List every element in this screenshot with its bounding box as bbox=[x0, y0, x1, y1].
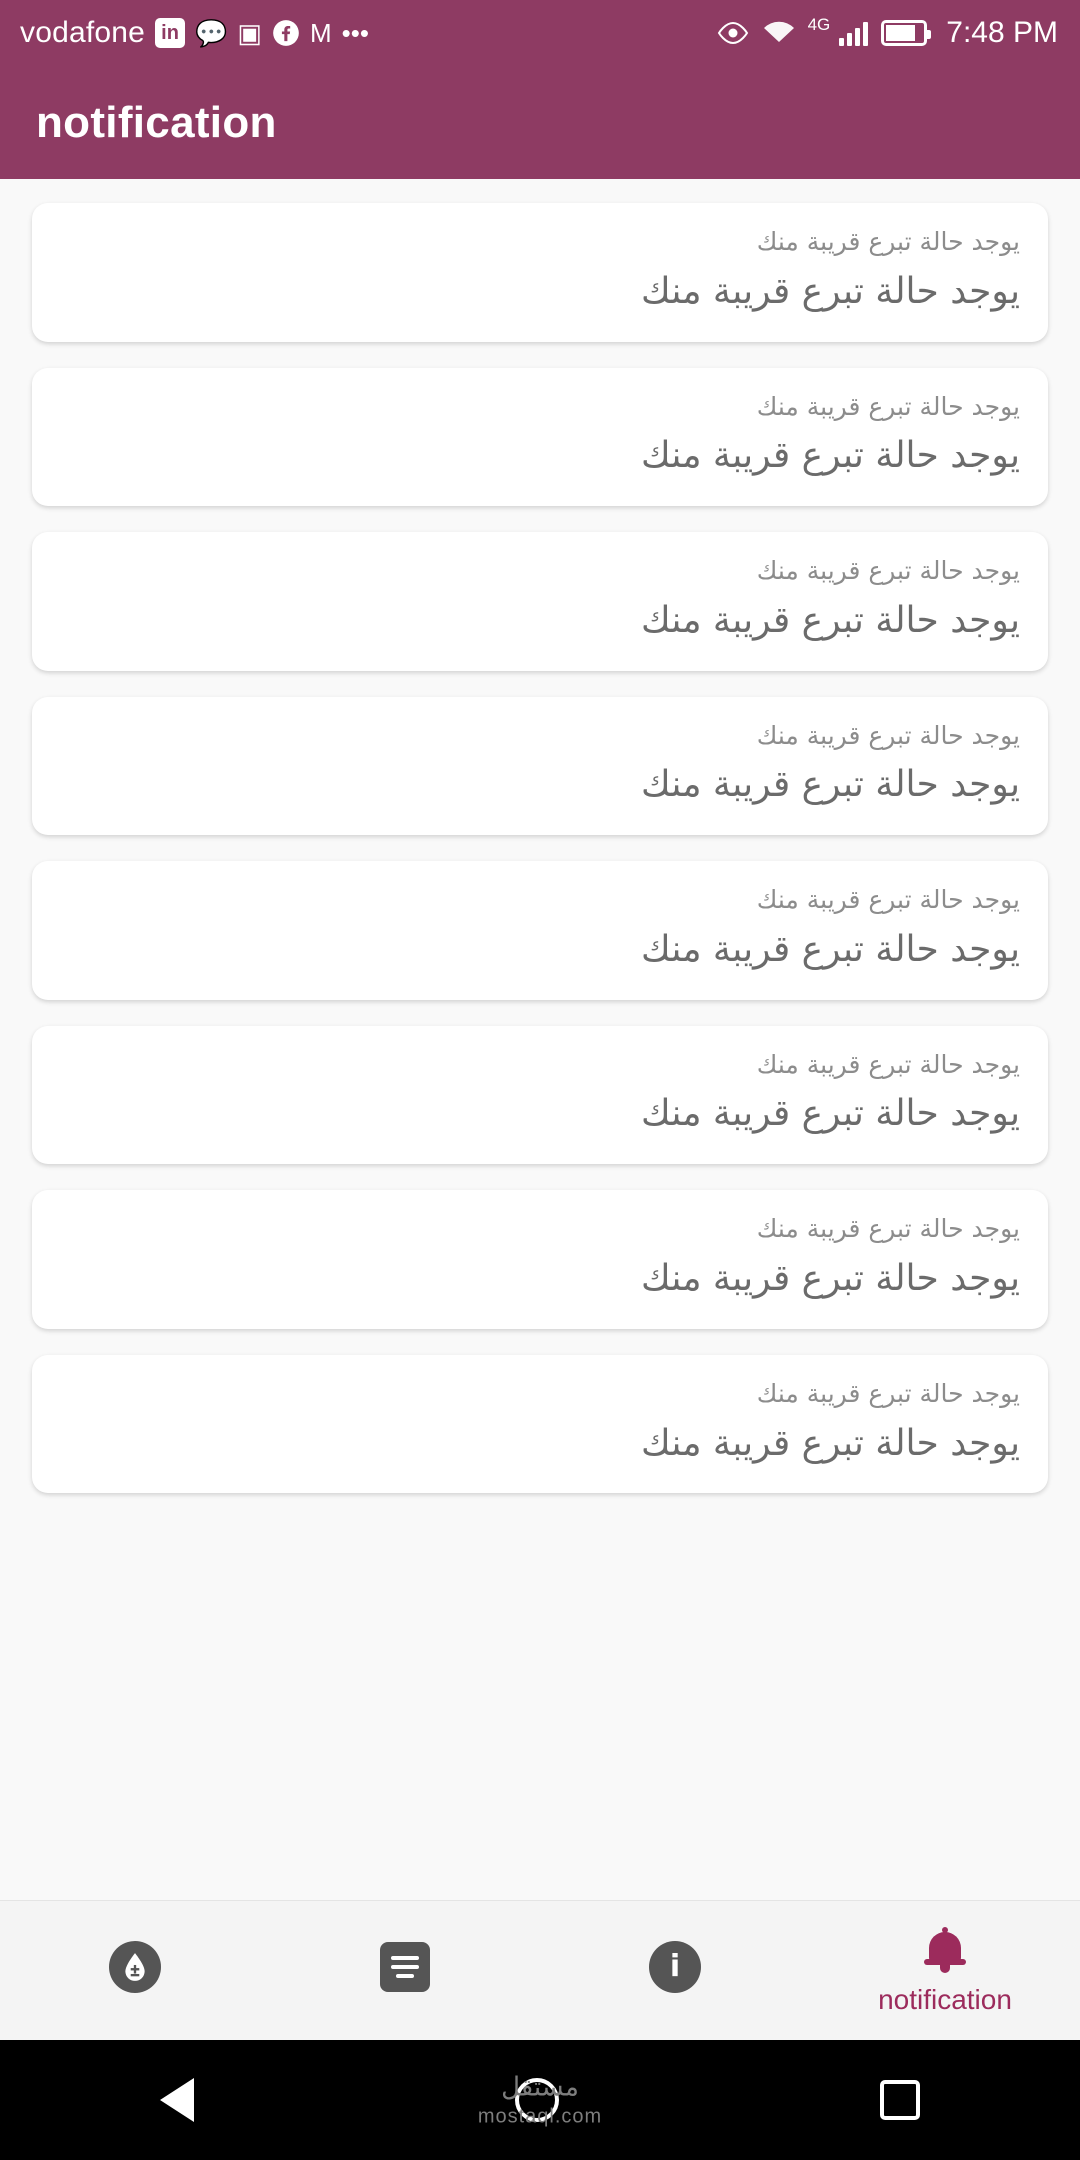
battery-icon bbox=[881, 20, 927, 46]
bottom-navigation bbox=[0, 1900, 1080, 2040]
notification-card[interactable] bbox=[32, 697, 1048, 836]
notification-card[interactable] bbox=[32, 1026, 1048, 1165]
nav-item-info[interactable] bbox=[540, 1941, 810, 2001]
notification-card[interactable] bbox=[32, 861, 1048, 1000]
bell-icon bbox=[922, 1926, 968, 1976]
nav-item-notification[interactable] bbox=[810, 1926, 1080, 2016]
status-bar-right bbox=[716, 16, 1058, 50]
notification-title: يوجد حالة تبرع قريبة منك bbox=[640, 270, 1020, 312]
list-icon bbox=[380, 1942, 430, 1992]
notification-title: يوجد حالة تبرع قريبة منك bbox=[640, 1093, 1020, 1135]
notification-card[interactable] bbox=[32, 1355, 1048, 1494]
nav-item-list[interactable] bbox=[270, 1942, 540, 2000]
notification-subtitle: يوجد حالة تبرع قريبة منك bbox=[756, 1214, 1020, 1244]
messenger-icon: 💬 bbox=[195, 18, 228, 48]
notification-title: يوجد حالة تبرع قريبة منك bbox=[640, 1422, 1020, 1464]
wifi-icon bbox=[763, 20, 795, 46]
notification-card[interactable] bbox=[32, 203, 1048, 342]
notification-subtitle: يوجد حالة تبرع قريبة منك bbox=[756, 1378, 1020, 1408]
notification-subtitle: يوجد حالة تبرع قريبة منك bbox=[756, 556, 1020, 586]
notification-card[interactable] bbox=[32, 368, 1048, 507]
app-bar bbox=[0, 66, 1080, 179]
gmail-icon: M bbox=[310, 18, 332, 48]
notification-card[interactable] bbox=[32, 1190, 1048, 1329]
watermark-english: mostaql.com bbox=[477, 2104, 603, 2127]
clock-label: 7:48 PM bbox=[946, 16, 1058, 49]
info-icon: i bbox=[649, 1941, 701, 1993]
status-bar bbox=[0, 0, 1080, 66]
instagram-icon: ▣ bbox=[237, 18, 262, 48]
watermark-arabic: مستقل bbox=[501, 2072, 579, 2103]
notification-subtitle: يوجد حالة تبرع قريبة منك bbox=[756, 720, 1020, 750]
notification-title: يوجد حالة تبرع قريبة منك bbox=[640, 1258, 1020, 1300]
notification-card[interactable] bbox=[32, 532, 1048, 671]
eye-icon bbox=[716, 20, 750, 46]
blood-drop-icon bbox=[109, 1941, 161, 1993]
signal-icon bbox=[839, 20, 868, 46]
nav-label-notification: notification bbox=[878, 1983, 1012, 2015]
status-bar-left bbox=[20, 16, 369, 50]
back-icon[interactable] bbox=[160, 2078, 194, 2122]
notification-title: يوجد حالة تبرع قريبة منك bbox=[640, 599, 1020, 641]
notification-title: يوجد حالة تبرع قريبة منك bbox=[640, 928, 1020, 970]
network-type-label: 4G bbox=[807, 15, 831, 34]
notification-subtitle: يوجد حالة تبرع قريبة منك bbox=[756, 885, 1020, 915]
page-title: notification bbox=[36, 97, 277, 147]
linkedin-icon: in bbox=[155, 18, 185, 48]
facebook-icon bbox=[272, 19, 300, 47]
nav-item-donate[interactable] bbox=[0, 1941, 270, 2001]
notification-title: يوجد حالة تبرع قريبة منك bbox=[640, 764, 1020, 806]
notification-subtitle: يوجد حالة تبرع قريبة منك bbox=[756, 227, 1020, 256]
notification-subtitle: يوجد حالة تبرع قريبة منك bbox=[756, 1049, 1020, 1079]
notification-title: يوجد حالة تبرع قريبة منك bbox=[640, 435, 1020, 477]
carrier-label: vodafone bbox=[20, 16, 146, 49]
home-icon[interactable] bbox=[515, 2078, 559, 2122]
notification-list[interactable] bbox=[0, 179, 1080, 1900]
system-navigation-bar bbox=[0, 2040, 1080, 2160]
notification-subtitle: يوجد حالة تبرع قريبة منك bbox=[756, 391, 1020, 421]
more-icon: ••• bbox=[341, 18, 369, 48]
recent-apps-icon[interactable] bbox=[880, 2080, 920, 2120]
